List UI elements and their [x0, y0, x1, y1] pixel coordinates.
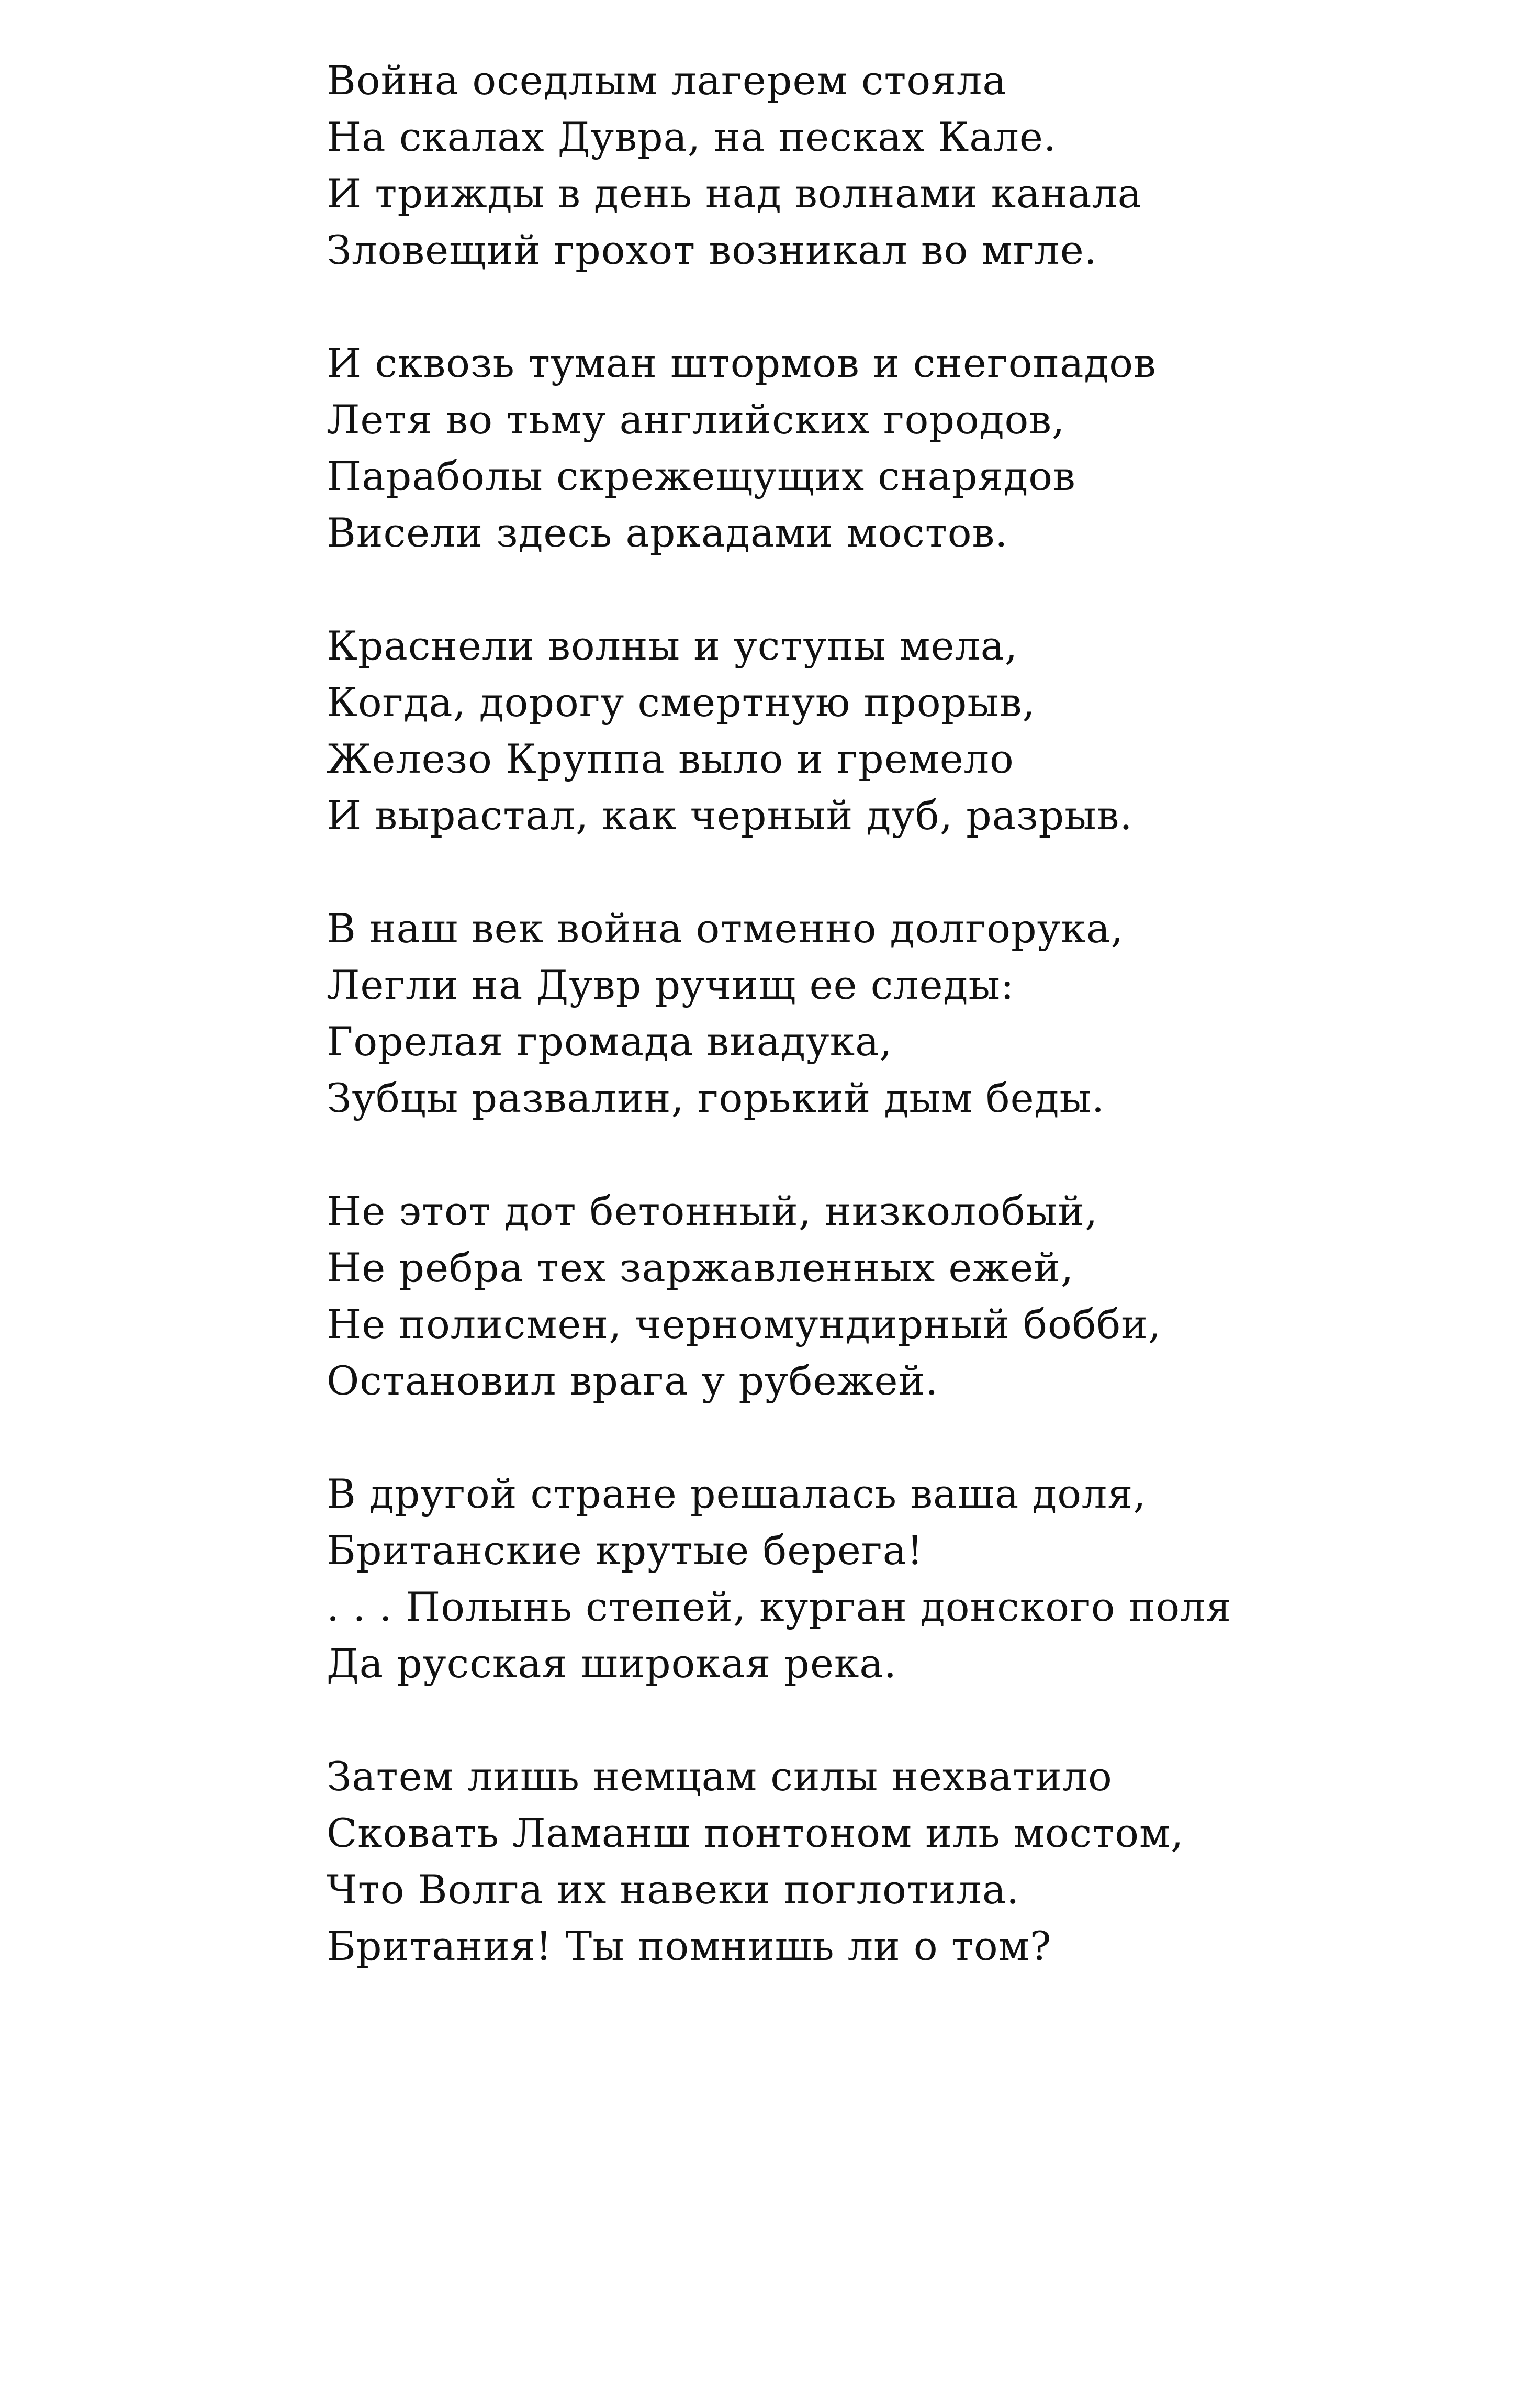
poem-line: Британия! Ты помнишь ли о том?	[327, 1923, 1052, 1969]
poem-line: И вырастал, как черный дуб, разрыв.	[327, 792, 1133, 839]
stanza-2	[327, 335, 1373, 561]
poem-line: Зловещий грохот возникал во мгле.	[327, 227, 1097, 273]
poem-line: Висели здесь аркадами мостов.	[327, 509, 1008, 556]
poem-line: И трижды в день над волнами канала	[327, 170, 1142, 217]
stanza-5	[327, 1183, 1373, 1409]
stanza-1	[327, 52, 1373, 278]
poem-line: Затем лишь немцам силы нехватило	[327, 1753, 1113, 1800]
stanza-3	[327, 618, 1373, 844]
poem-line: Летя во тьму английских городов,	[327, 396, 1065, 443]
poem-line: Когда, дорогу смертную прорыв,	[327, 679, 1036, 726]
poem-line: Остановил врага у рубежей.	[327, 1357, 939, 1404]
poem-line: Горелая громада виадука,	[327, 1018, 893, 1065]
poem-line: И сквозь туман штормов и снегопадов	[327, 340, 1157, 386]
poem-line: На скалах Дувра, на песках Кале.	[327, 114, 1057, 160]
poem-text	[327, 52, 1373, 1975]
poem-line: Британские крутые берега!	[327, 1527, 924, 1574]
poem-line: Сковать Ламанш понтоном иль мостом,	[327, 1810, 1184, 1856]
poem-line: Не этот дот бетонный, низколобый,	[327, 1188, 1098, 1234]
stanza-4	[327, 900, 1373, 1127]
poem-line: В другой стране решалась ваша доля,	[327, 1470, 1147, 1517]
poem-line: Параболы скрежещущих снарядов	[327, 453, 1076, 499]
poem-line: Легли на Дувр ручищ ее следы:	[327, 962, 1015, 1008]
poem-line: Не ребра тех заржавленных ежей,	[327, 1244, 1074, 1291]
poem-line: . . . Полынь степей, курган донского поля	[327, 1584, 1232, 1630]
stanza-6	[327, 1466, 1373, 1692]
poem-line: Железо Круппа выло и гремело	[327, 735, 1014, 782]
poem-line: Зубцы развалин, горький дым беды.	[327, 1075, 1105, 1121]
stanza-7	[327, 1748, 1373, 1975]
poem-line: Не полисмен, черномундирный бобби,	[327, 1301, 1162, 1347]
poem-line: Война оседлым лагерем стояла	[327, 57, 1007, 104]
poem-line: В наш век война отменно долгорука,	[327, 905, 1124, 952]
poem-line: Краснели волны и уступы мела,	[327, 622, 1018, 669]
poem-line: Что Волга их навеки поглотила.	[327, 1866, 1020, 1913]
poem-line: Да русская широкая река.	[327, 1640, 897, 1687]
